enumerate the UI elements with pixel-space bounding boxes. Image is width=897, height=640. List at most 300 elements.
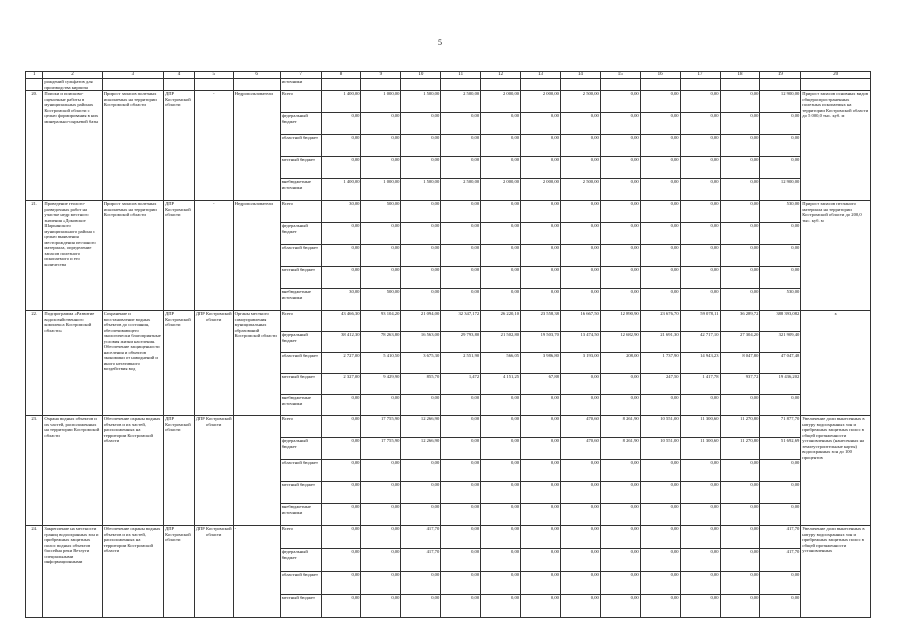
- value-cell: 1 737,90: [640, 353, 680, 374]
- value-cell: 0,00: [441, 595, 481, 618]
- value-cell: 0,00: [441, 460, 481, 482]
- value-cell: 0,00: [521, 289, 561, 311]
- value-cell: 0,00: [361, 549, 401, 572]
- value-cell: 0,00: [321, 526, 361, 549]
- result-cell: Прирост запасов песчаного материала на территории Костромской области до 200,0 тыс. куб. м: [801, 201, 871, 311]
- empty-cell: [481, 79, 521, 91]
- value-cell: 388 393,082: [760, 311, 801, 332]
- value-cell: 0,00: [720, 289, 760, 311]
- value-cell: 0,00: [760, 157, 801, 179]
- empty-cell: [680, 79, 720, 91]
- row-name-cell: Подпрограмма «Развитие водохозяйственного комплекса Костромской области»: [43, 311, 102, 416]
- value-cell: 0,00: [760, 245, 801, 267]
- empty-cell: [640, 79, 680, 91]
- coexecutor-cell: ДПР Костромской области: [194, 526, 233, 618]
- value-cell: 0,00: [521, 438, 561, 460]
- value-cell: 0,00: [481, 395, 521, 416]
- value-cell: 0,00: [560, 504, 600, 526]
- goal-cell: Прирост запасов полезных ископаемых на территории Костромской области: [102, 91, 163, 201]
- value-cell: 0,00: [441, 416, 481, 438]
- value-cell: 0,00: [521, 482, 561, 504]
- value-cell: 0,00: [441, 395, 481, 416]
- source-cell: областной бюджет: [280, 572, 321, 595]
- empty-cell: [164, 79, 195, 91]
- value-cell: 9 429,90: [361, 374, 401, 395]
- continuation-row: [26, 79, 871, 91]
- value-cell: 17 755,90: [361, 416, 401, 438]
- table-row: [26, 311, 871, 332]
- value-cell: 0,00: [680, 91, 720, 113]
- value-cell: 0,00: [560, 395, 600, 416]
- value-cell: 0,00: [560, 289, 600, 311]
- empty-cell: [720, 79, 760, 91]
- header-cell: 16: [640, 72, 680, 79]
- value-cell: 0,00: [481, 549, 521, 572]
- value-cell: 0,00: [720, 549, 760, 572]
- value-cell: 0,00: [760, 113, 801, 135]
- value-cell: 11 300,60: [680, 416, 720, 438]
- value-cell: 0,00: [640, 113, 680, 135]
- value-cell: 78 263,80: [361, 332, 401, 353]
- value-cell: 0,00: [680, 157, 720, 179]
- header-cell: 13: [521, 72, 561, 79]
- value-cell: 470,60: [560, 416, 600, 438]
- value-cell: 0,00: [760, 223, 801, 245]
- value-cell: 93 104,20: [361, 311, 401, 332]
- value-cell: 0,00: [600, 179, 640, 201]
- value-cell: 67,88: [521, 374, 561, 395]
- value-cell: 0,00: [640, 482, 680, 504]
- value-cell: 0,00: [481, 460, 521, 482]
- value-cell: 2 727,00: [321, 353, 361, 374]
- value-cell: 417,70: [760, 549, 801, 572]
- value-cell: 47 047,48: [760, 353, 801, 374]
- value-cell: 2 551,90: [441, 353, 481, 374]
- value-cell: 8 047,80: [720, 353, 760, 374]
- value-cell: 0,00: [521, 526, 561, 549]
- value-cell: 0,00: [560, 595, 600, 618]
- source-cell: федеральный бюджет: [280, 113, 321, 135]
- value-cell: 0,00: [560, 572, 600, 595]
- value-cell: 0,00: [560, 267, 600, 289]
- value-cell: 0,00: [481, 223, 521, 245]
- partners-cell: Органы местного самоуправления муниципальных образований Костромской области: [233, 311, 280, 416]
- executor-cell: ДПР Костромской области: [164, 311, 195, 416]
- value-cell: 12 266,90: [401, 416, 441, 438]
- value-cell: 0,00: [321, 504, 361, 526]
- header-cell: 5: [194, 72, 233, 79]
- value-cell: 0,00: [560, 374, 600, 395]
- value-cell: 51 692,69: [760, 438, 801, 460]
- value-cell: 530,00: [760, 201, 801, 223]
- source-cell: федеральный бюджет: [280, 332, 321, 353]
- value-cell: 16 563,00: [401, 332, 441, 353]
- value-cell: 0,00: [401, 223, 441, 245]
- value-cell: 0,00: [441, 245, 481, 267]
- value-cell: 0,00: [361, 482, 401, 504]
- value-cell: 0,00: [361, 504, 401, 526]
- source-cell: местный бюджет: [280, 157, 321, 179]
- value-cell: 2 000,00: [521, 91, 561, 113]
- value-cell: 0,00: [321, 416, 361, 438]
- value-cell: 0,00: [760, 267, 801, 289]
- row-name-cell: Поиски и поисково-оценочные работы в муниципальных районах Костромской области с целью формирования в них минерально-сырьевой базы: [43, 91, 102, 201]
- value-cell: 0,00: [441, 572, 481, 595]
- header-cell: 14: [560, 72, 600, 79]
- value-cell: 0,00: [680, 482, 720, 504]
- empty-cell: [102, 79, 163, 91]
- coexecutor-cell: ДПР Костромской области: [194, 311, 233, 416]
- table-row: [26, 416, 871, 438]
- value-cell: 0,00: [600, 135, 640, 157]
- value-cell: 0,00: [600, 526, 640, 549]
- source-cell: Всего: [280, 91, 321, 113]
- value-cell: 0,00: [720, 395, 760, 416]
- value-cell: 59 078,11: [680, 311, 720, 332]
- value-cell: 0,00: [720, 245, 760, 267]
- value-cell: 2 000,00: [521, 179, 561, 201]
- value-cell: 0,00: [680, 289, 720, 311]
- value-cell: 470,60: [560, 438, 600, 460]
- value-cell: 0,00: [321, 460, 361, 482]
- value-cell: 0,00: [321, 549, 361, 572]
- partners-cell: Недропользователи: [233, 201, 280, 311]
- value-cell: 1 417,78: [680, 374, 720, 395]
- row-name-cell: Закрепление на местности границ водоохранных зон и прибрежных защитных полос водных объектов бассейна реки Ветлуги специальными информационными: [43, 526, 102, 618]
- goal-cell: Обеспечение охраны водных объектов и их частей, расположенных на территории Костромской области: [102, 526, 163, 618]
- value-cell: 0,00: [321, 595, 361, 618]
- value-cell: 0,00: [481, 289, 521, 311]
- value-cell: 0,00: [481, 267, 521, 289]
- value-cell: 8 261,90: [600, 438, 640, 460]
- value-cell: 0,00: [401, 201, 441, 223]
- value-cell: 0,00: [441, 267, 481, 289]
- executor-cell: ДПР Костромской области: [164, 526, 195, 618]
- value-cell: 0,00: [600, 460, 640, 482]
- row-number-cell: 21.: [26, 201, 43, 311]
- value-cell: 8 261,90: [600, 416, 640, 438]
- value-cell: 0,00: [321, 438, 361, 460]
- header-cell: 8: [321, 72, 361, 79]
- value-cell: 0,00: [521, 245, 561, 267]
- value-cell: 0,00: [401, 504, 441, 526]
- value-cell: 0,00: [361, 245, 401, 267]
- value-cell: 0,00: [760, 460, 801, 482]
- value-cell: 0,00: [640, 179, 680, 201]
- value-cell: 3 675,30: [401, 353, 441, 374]
- value-cell: 12 266,90: [401, 438, 441, 460]
- empty-cell: [361, 79, 401, 91]
- value-cell: 0,00: [401, 482, 441, 504]
- value-cell: 0,00: [481, 416, 521, 438]
- value-cell: 0,00: [321, 267, 361, 289]
- value-cell: 0,00: [441, 135, 481, 157]
- value-cell: 0,00: [640, 572, 680, 595]
- value-cell: 0,00: [560, 526, 600, 549]
- value-cell: 247,50: [640, 374, 680, 395]
- value-cell: 0,00: [640, 135, 680, 157]
- source-cell: федеральный бюджет: [280, 438, 321, 460]
- value-cell: 417,70: [760, 526, 801, 549]
- value-cell: 0,00: [361, 572, 401, 595]
- value-cell: 0,00: [560, 201, 600, 223]
- value-cell: 0,00: [481, 572, 521, 595]
- source-cell: местный бюджет: [280, 482, 321, 504]
- source-cell: местный бюджет: [280, 374, 321, 395]
- value-cell: 0,00: [720, 267, 760, 289]
- value-cell: 0,00: [680, 526, 720, 549]
- source-cell: источники: [280, 79, 321, 91]
- result-cell: Прирост запасов основных видов общераспространенных полезных ископаемых на территории Костромской области до 5 000,0 тыс. куб. м: [801, 91, 871, 201]
- value-cell: 0,00: [401, 395, 441, 416]
- value-cell: 0,00: [521, 416, 561, 438]
- page-number: 5: [438, 38, 442, 47]
- empty-cell: [194, 79, 233, 91]
- value-cell: 29 793,80: [441, 332, 481, 353]
- value-cell: 0,00: [521, 223, 561, 245]
- partners-cell: -: [233, 526, 280, 618]
- value-cell: 36 289,72: [720, 311, 760, 332]
- value-cell: 11 270,80: [720, 416, 760, 438]
- value-cell: 208,00: [600, 353, 640, 374]
- row-number-cell: [26, 79, 43, 91]
- header-cell: 18: [720, 72, 760, 79]
- empty-cell: [401, 79, 441, 91]
- value-cell: 0,00: [521, 113, 561, 135]
- value-cell: 0,00: [640, 245, 680, 267]
- value-cell: 21 094,00: [401, 311, 441, 332]
- value-cell: 0,00: [680, 223, 720, 245]
- value-cell: 0,00: [441, 157, 481, 179]
- value-cell: 1 500,00: [401, 179, 441, 201]
- value-cell: 0,00: [560, 223, 600, 245]
- value-cell: 0,00: [720, 201, 760, 223]
- source-cell: Всего: [280, 311, 321, 332]
- value-cell: 0,00: [760, 482, 801, 504]
- header-cell: 3: [102, 72, 163, 79]
- source-cell: внебюджетные источники: [280, 504, 321, 526]
- value-cell: 0,00: [441, 526, 481, 549]
- header-cell: 2: [43, 72, 102, 79]
- program-table: [25, 71, 871, 618]
- value-cell: 0,00: [720, 504, 760, 526]
- value-cell: 0,00: [560, 135, 600, 157]
- header-cell: 20: [801, 72, 871, 79]
- value-cell: 0,00: [521, 157, 561, 179]
- header-cell: 19: [760, 72, 801, 79]
- value-cell: 0,00: [521, 572, 561, 595]
- source-cell: областной бюджет: [280, 353, 321, 374]
- value-cell: 0,00: [680, 395, 720, 416]
- value-cell: 0,00: [600, 549, 640, 572]
- value-cell: 0,00: [361, 267, 401, 289]
- source-cell: Всего: [280, 526, 321, 549]
- value-cell: 0,00: [441, 482, 481, 504]
- value-cell: 0,00: [640, 223, 680, 245]
- coexecutor-cell: -: [194, 201, 233, 311]
- value-cell: 0,00: [321, 157, 361, 179]
- empty-cell: [441, 79, 481, 91]
- value-cell: 17 755,90: [361, 438, 401, 460]
- value-cell: 12 900,00: [760, 179, 801, 201]
- value-cell: 0,00: [600, 482, 640, 504]
- value-cell: 0,00: [481, 526, 521, 549]
- value-cell: 0,00: [481, 595, 521, 618]
- value-cell: 12 900,00: [760, 91, 801, 113]
- value-cell: 0,00: [560, 245, 600, 267]
- coexecutor-cell: ДПР Костромской области: [194, 416, 233, 526]
- value-cell: 0,00: [521, 201, 561, 223]
- row-name-cell: рождений сульфатов для производства кирпича: [43, 79, 102, 91]
- value-cell: 0,00: [361, 460, 401, 482]
- value-cell: 0,00: [521, 504, 561, 526]
- value-cell: 43 466,30: [321, 311, 361, 332]
- value-cell: 0,00: [680, 267, 720, 289]
- source-cell: федеральный бюджет: [280, 223, 321, 245]
- value-cell: 1 000,00: [361, 91, 401, 113]
- value-cell: 0,00: [521, 549, 561, 572]
- value-cell: 0,00: [680, 572, 720, 595]
- value-cell: 0,00: [481, 504, 521, 526]
- row-name-cell: Проведение геолого-разведочных работ на участке недр местного значения «Доковское Шарьинского муниципального района с целью выявления месторождения песчаного материала, определение запасов полезного ископаемого и его количества: [43, 201, 102, 311]
- value-cell: 0,00: [680, 504, 720, 526]
- value-cell: 0,00: [640, 157, 680, 179]
- value-cell: 500,00: [361, 289, 401, 311]
- value-cell: 0,00: [361, 395, 401, 416]
- value-cell: 23 558,38: [521, 311, 561, 332]
- header-cell: 6: [233, 72, 280, 79]
- value-cell: 0,00: [321, 113, 361, 135]
- value-cell: 530,00: [760, 289, 801, 311]
- value-cell: 19 503,70: [521, 332, 561, 353]
- value-cell: 0,00: [720, 113, 760, 135]
- empty-cell: [521, 79, 561, 91]
- source-cell: областной бюджет: [280, 460, 321, 482]
- value-cell: 0,00: [720, 157, 760, 179]
- row-name-cell: Охрана водных объектов и их частей, расположенных на территории Костромской области: [43, 416, 102, 526]
- value-cell: 0,00: [600, 201, 640, 223]
- value-cell: 21 691,30: [640, 332, 680, 353]
- value-cell: 0,00: [401, 572, 441, 595]
- value-cell: 0,00: [680, 460, 720, 482]
- value-cell: 0,00: [321, 395, 361, 416]
- coexecutor-cell: -: [194, 91, 233, 201]
- value-cell: 0,00: [560, 549, 600, 572]
- value-cell: 13 474,50: [560, 332, 600, 353]
- value-cell: 417,70: [401, 526, 441, 549]
- value-cell: 0,00: [680, 201, 720, 223]
- value-cell: 0,00: [441, 201, 481, 223]
- value-cell: 0,00: [680, 549, 720, 572]
- source-cell: областной бюджет: [280, 135, 321, 157]
- value-cell: 0,00: [600, 395, 640, 416]
- value-cell: 3 986,80: [521, 353, 561, 374]
- value-cell: 5 410,50: [361, 353, 401, 374]
- value-cell: 3 193,00: [560, 353, 600, 374]
- value-cell: 0,00: [600, 289, 640, 311]
- value-cell: 0,00: [560, 460, 600, 482]
- value-cell: 0,00: [720, 526, 760, 549]
- partners-cell: [233, 416, 280, 526]
- value-cell: 11 270,80: [720, 438, 760, 460]
- value-cell: 0,00: [481, 245, 521, 267]
- empty-cell: [760, 79, 801, 91]
- value-cell: 500,00: [361, 201, 401, 223]
- value-cell: 0,00: [600, 113, 640, 135]
- empty-cell: [321, 79, 361, 91]
- value-cell: 0,00: [481, 438, 521, 460]
- value-cell: 0,00: [680, 113, 720, 135]
- value-cell: 0,00: [521, 267, 561, 289]
- value-cell: 0,00: [521, 395, 561, 416]
- value-cell: 0,00: [640, 267, 680, 289]
- header-cell: 1: [26, 72, 43, 79]
- value-cell: 0,00: [640, 460, 680, 482]
- value-cell: 0,00: [521, 135, 561, 157]
- value-cell: 0,00: [401, 245, 441, 267]
- partners-cell: Недропользователи: [233, 91, 280, 201]
- value-cell: 0,00: [560, 157, 600, 179]
- table-row: [26, 201, 871, 223]
- value-cell: 0,00: [361, 135, 401, 157]
- value-cell: 32 347,172: [441, 311, 481, 332]
- value-cell: 0,00: [481, 157, 521, 179]
- value-cell: 0,00: [600, 223, 640, 245]
- empty-cell: [801, 79, 871, 91]
- header-cell: 15: [600, 72, 640, 79]
- value-cell: 11 300,60: [680, 438, 720, 460]
- value-cell: 1,472: [441, 374, 481, 395]
- value-cell: 4 151,25: [481, 374, 521, 395]
- header-cell: 11: [441, 72, 481, 79]
- value-cell: 0,00: [640, 395, 680, 416]
- source-cell: внебюджетные источники: [280, 395, 321, 416]
- value-cell: 0,00: [361, 595, 401, 618]
- value-cell: 0,00: [760, 135, 801, 157]
- value-cell: 1 400,00: [321, 91, 361, 113]
- value-cell: 12 890,90: [600, 311, 640, 332]
- value-cell: 0,00: [401, 289, 441, 311]
- source-cell: местный бюджет: [280, 595, 321, 618]
- header-cell: 4: [164, 72, 195, 79]
- table-row: [26, 91, 871, 113]
- source-cell: местный бюджет: [280, 267, 321, 289]
- result-cell: x: [801, 311, 871, 416]
- executor-cell: ДПР Костромской области: [164, 91, 195, 201]
- value-cell: 0,00: [560, 113, 600, 135]
- value-cell: 2 500,00: [441, 179, 481, 201]
- value-cell: 0,00: [321, 245, 361, 267]
- value-cell: 0,00: [760, 572, 801, 595]
- value-cell: 0,00: [361, 223, 401, 245]
- value-cell: 0,00: [401, 595, 441, 618]
- value-cell: 19 436,202: [760, 374, 801, 395]
- source-cell: областной бюджет: [280, 245, 321, 267]
- header-cell: 7: [280, 72, 321, 79]
- empty-cell: [560, 79, 600, 91]
- value-cell: 0,00: [640, 91, 680, 113]
- value-cell: 0,00: [600, 157, 640, 179]
- source-cell: внебюджетные источники: [280, 179, 321, 201]
- value-cell: 30,00: [321, 201, 361, 223]
- value-cell: 0,00: [600, 374, 640, 395]
- value-cell: 2 000,00: [481, 91, 521, 113]
- value-cell: 0,00: [760, 595, 801, 618]
- source-cell: федеральный бюджет: [280, 549, 321, 572]
- value-cell: 0,00: [321, 572, 361, 595]
- value-cell: 0,00: [760, 504, 801, 526]
- value-cell: 0,00: [680, 245, 720, 267]
